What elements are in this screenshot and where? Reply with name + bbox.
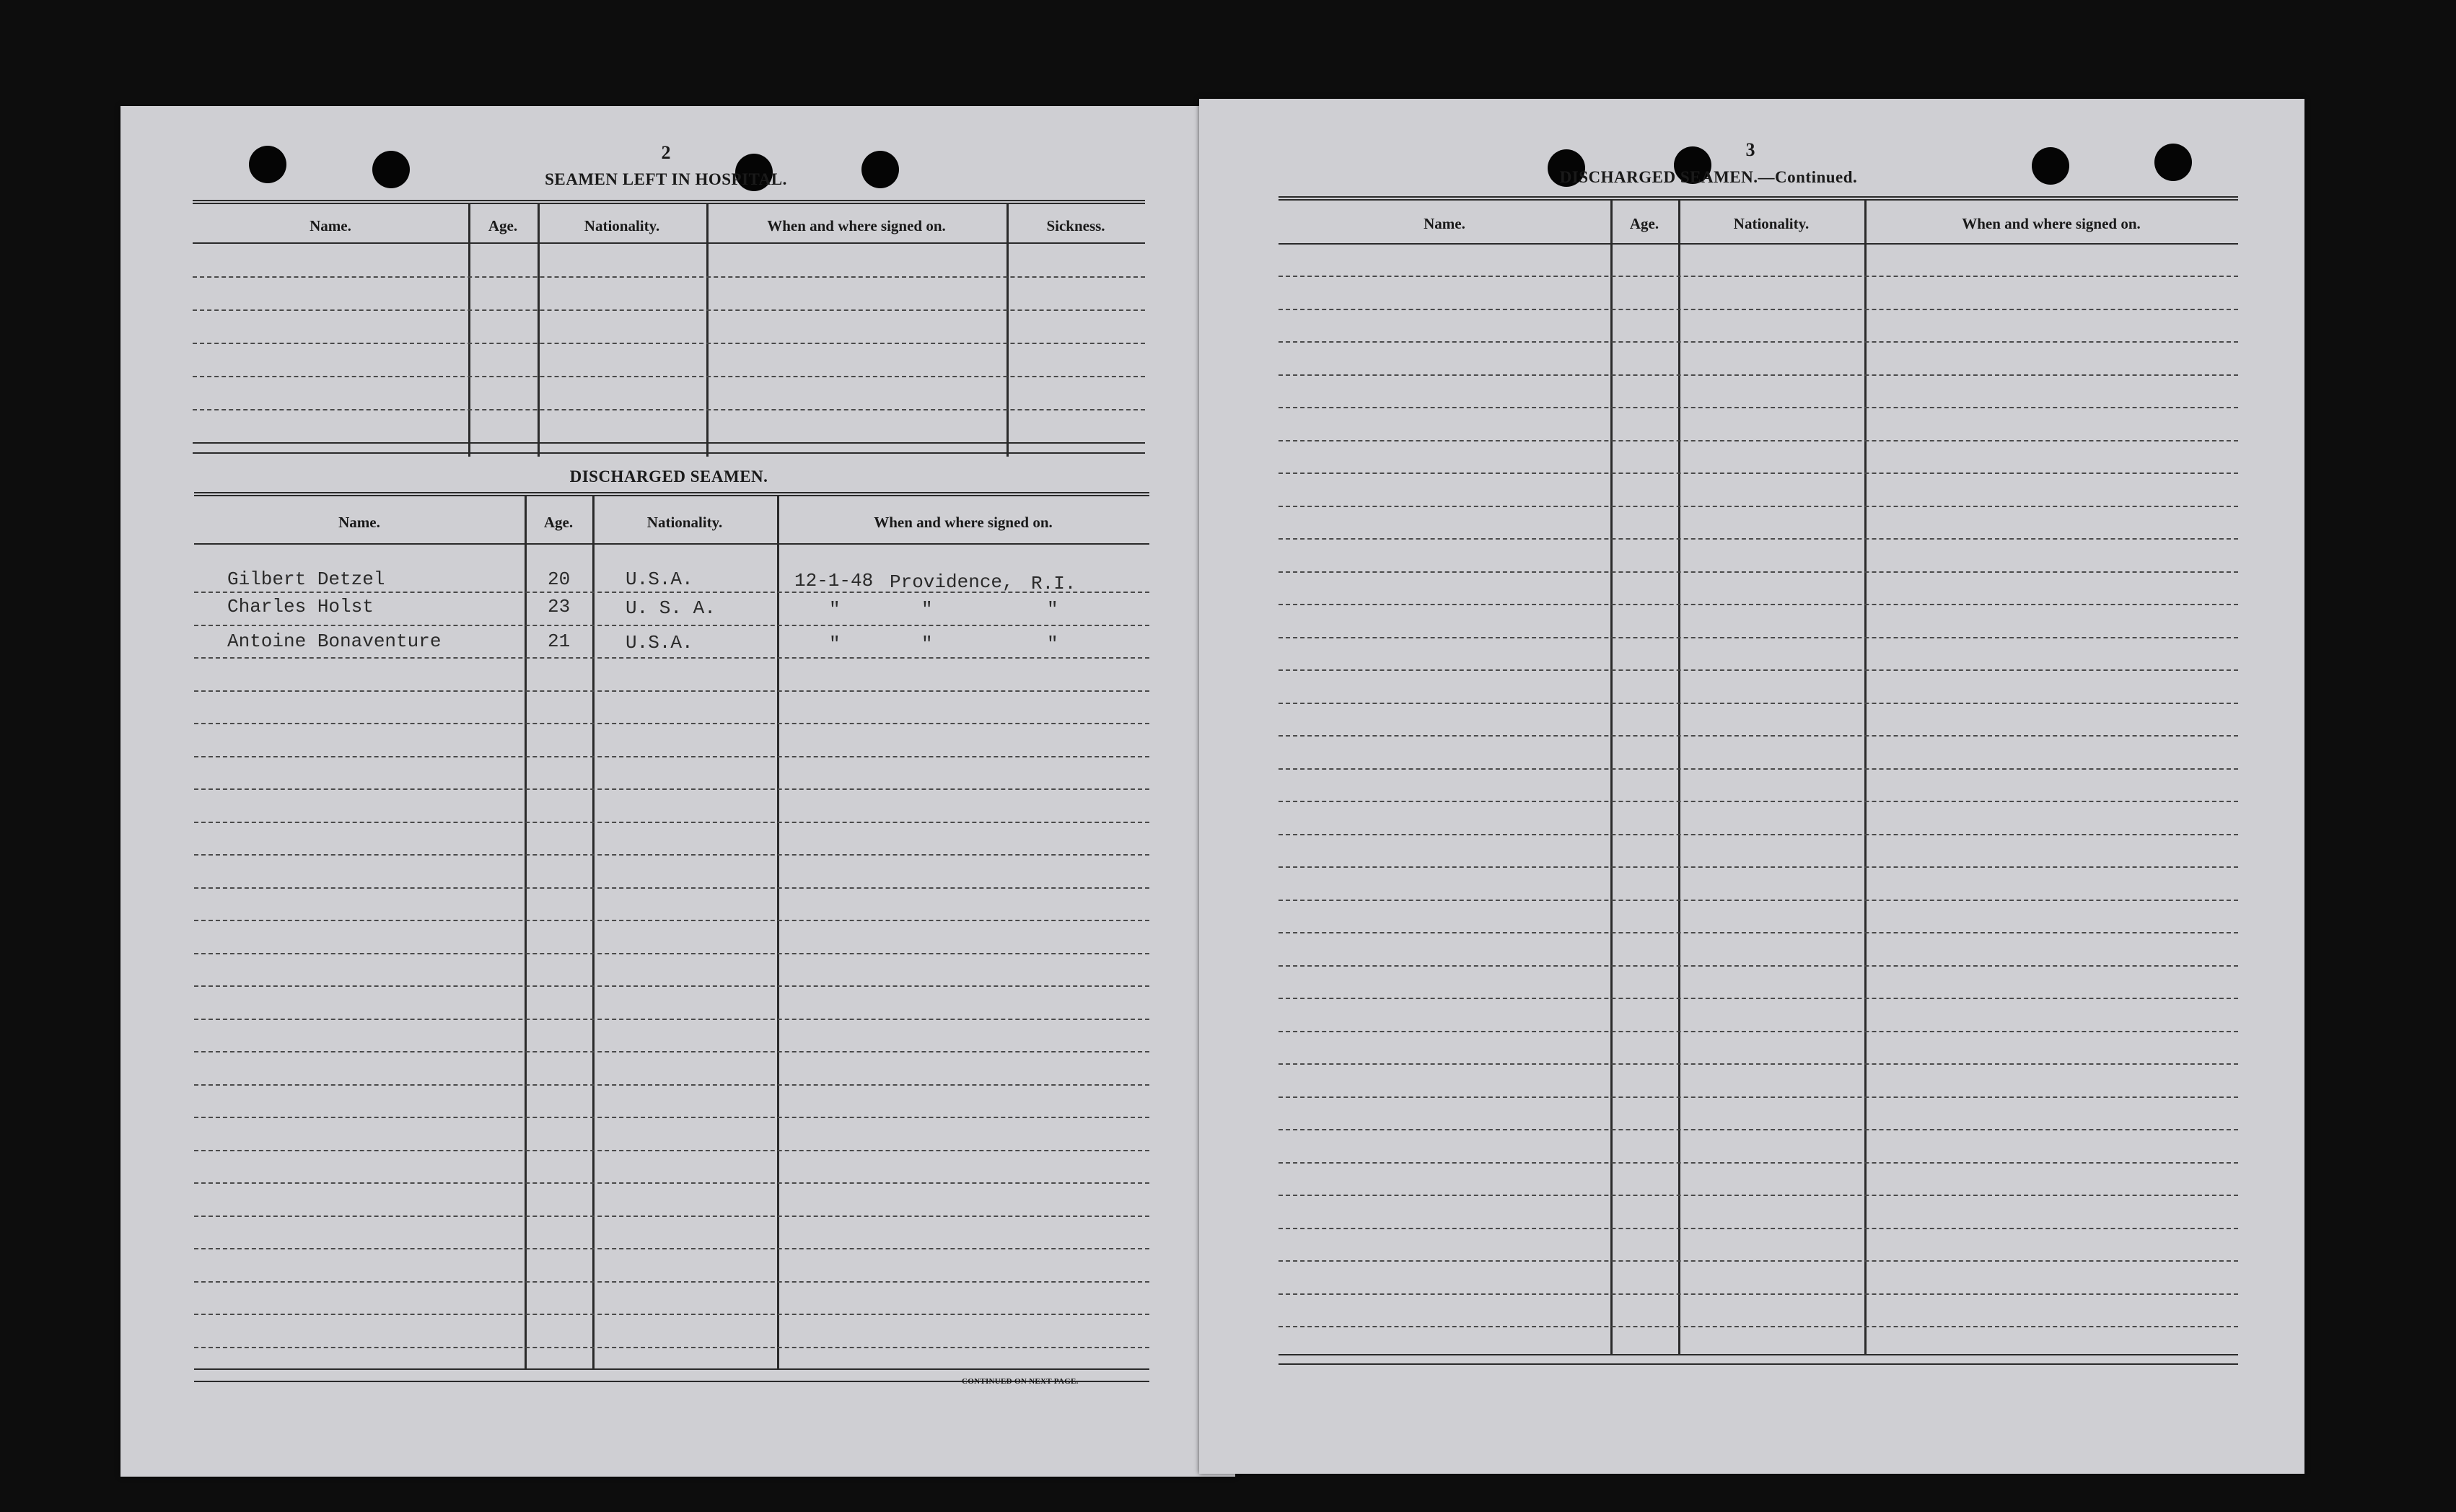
signed-on-place: " (921, 599, 933, 620)
ruled-line (1279, 1031, 2238, 1032)
ruled-line (194, 592, 1149, 593)
hospital-table (193, 200, 1145, 460)
ruled-line (1279, 571, 2238, 573)
punch-hole (249, 146, 286, 183)
column-header-nationality: Nationality. (584, 217, 660, 234)
right-page (1199, 99, 2304, 1474)
seaman-name: Charles Holst (227, 596, 374, 617)
ruled-line (1279, 341, 2238, 343)
ruled-line (1279, 1326, 2238, 1327)
ruled-line (1279, 1129, 2238, 1130)
signed-on-state: " (1047, 633, 1058, 655)
ruled-line (1279, 900, 2238, 901)
column-header-age: Age. (1629, 215, 1659, 232)
signed-on-state: R.I. (1031, 573, 1076, 594)
seaman-nationality: U. S. A. (626, 597, 716, 619)
column-header-age: Age. (488, 217, 518, 234)
column-header-name: Name. (1424, 215, 1465, 232)
column-header-sickness: Sickness. (1046, 217, 1105, 234)
ruled-line (1279, 1260, 2238, 1262)
ruled-line (1279, 768, 2238, 770)
column-header-name: Name. (310, 217, 351, 234)
ruled-line (1279, 1162, 2238, 1164)
ruled-line (1279, 1096, 2238, 1098)
column-header-name: Name. (338, 514, 380, 531)
ruled-line (194, 657, 1149, 659)
ruled-line (1279, 801, 2238, 802)
ruled-line (194, 788, 1149, 790)
ruled-line (1279, 735, 2238, 737)
ruled-line (194, 1019, 1149, 1020)
ruled-line (1279, 1293, 2238, 1295)
seaman-name: Gilbert Detzel (227, 568, 385, 590)
column-header-age: Age. (543, 514, 574, 531)
ruled-line (194, 625, 1149, 626)
ruled-line (1279, 998, 2238, 999)
signed-on-date: 12-1-48 (794, 570, 874, 592)
punch-hole (861, 151, 899, 188)
seaman-age: 23 (548, 596, 571, 617)
column-header-signed-on: When and where signed on. (1962, 215, 2141, 232)
ruled-line (1279, 932, 2238, 933)
ruled-line (194, 1117, 1149, 1118)
ruled-line (194, 1150, 1149, 1151)
ruled-line (1279, 1228, 2238, 1229)
signed-on-state: " (1047, 599, 1058, 620)
discharged-continued-table (1279, 196, 2238, 1368)
column-header-signed-on: When and where signed on. (767, 217, 946, 234)
ruled-line (194, 887, 1149, 889)
ruled-line (194, 756, 1149, 757)
ruled-line (1279, 703, 2238, 704)
ruled-line (194, 1182, 1149, 1184)
discharged-continued-title: DISCHARGED SEAMEN.—Continued. (1559, 168, 1858, 186)
ruled-line (194, 985, 1149, 987)
ruled-line (1279, 276, 2238, 277)
ruled-line (194, 920, 1149, 921)
ruled-line (194, 1281, 1149, 1283)
column-header-nationality: Nationality. (1733, 215, 1810, 232)
punch-hole (2032, 147, 2069, 185)
ruled-line (1279, 309, 2238, 310)
ruled-line (194, 723, 1149, 724)
signed-on-place: " (921, 633, 933, 655)
ruled-line (194, 1347, 1149, 1348)
ruled-line (1279, 834, 2238, 835)
ruled-line (194, 1216, 1149, 1217)
column-header-signed-on: When and where signed on. (874, 514, 1053, 531)
ruled-line (194, 690, 1149, 692)
hospital-section-title: SEAMEN LEFT IN HOSPITAL. (545, 170, 787, 188)
ruled-line (1279, 472, 2238, 474)
ruled-line (1279, 637, 2238, 638)
ruled-line (194, 1248, 1149, 1249)
continued-note: CONTINUED ON NEXT PAGE. (962, 1377, 1079, 1386)
ruled-line (194, 854, 1149, 856)
ruled-line (1279, 965, 2238, 967)
ruled-line (194, 1314, 1149, 1315)
ruled-line (1279, 538, 2238, 540)
punch-hole (2154, 144, 2192, 181)
ruled-line (1279, 407, 2238, 408)
discharged-table (194, 492, 1149, 1386)
punch-hole (372, 151, 410, 188)
ruled-line (1279, 374, 2238, 376)
ruled-line (194, 953, 1149, 954)
discharged-section-title: DISCHARGED SEAMEN. (569, 467, 768, 485)
seaman-nationality: U.S.A. (626, 568, 693, 590)
page-number: 3 (1745, 139, 1755, 160)
left-page (120, 106, 1235, 1477)
ruled-line (194, 1051, 1149, 1052)
ruled-line (1279, 604, 2238, 605)
ruled-line (1279, 440, 2238, 441)
ruled-line (1279, 1063, 2238, 1065)
ruled-line (194, 1084, 1149, 1086)
seaman-nationality: U.S.A. (626, 632, 693, 654)
seaman-age: 20 (548, 568, 571, 590)
seaman-age: 21 (548, 630, 571, 652)
ruled-line (1279, 506, 2238, 507)
ruled-line (1279, 1195, 2238, 1196)
signed-on-place: Providence, (890, 571, 1014, 593)
column-header-nationality: Nationality. (646, 514, 723, 531)
seaman-name: Antoine Bonaventure (227, 630, 442, 652)
ruled-line (1279, 866, 2238, 868)
signed-on-date: " (829, 633, 841, 655)
ruled-line (1279, 669, 2238, 671)
ruled-line (194, 822, 1149, 823)
signed-on-date: " (829, 599, 841, 620)
page-number: 2 (661, 142, 671, 163)
